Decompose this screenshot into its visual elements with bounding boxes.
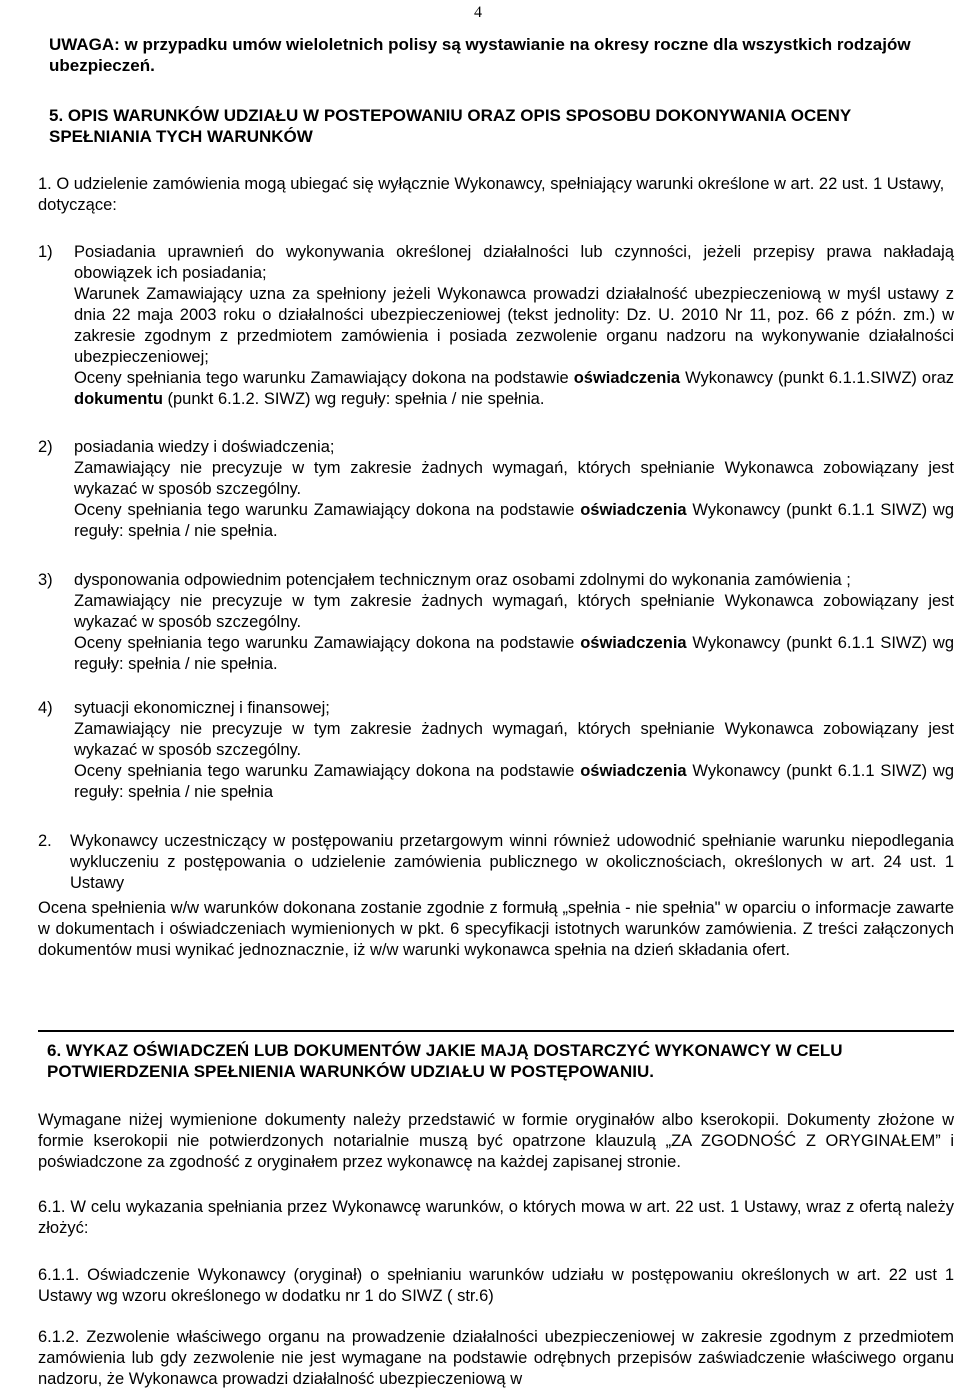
item-requirement: Zamawiający nie precyzuje w tym zakresie żadnych wymagań, których spełnianie Wykonawca zobowiązany jest wykazać w sposób szczególny. bbox=[74, 720, 954, 759]
point-1-paragraph: 1. O udzielenie zamówienia mogą ubiegać się wyłącznie Wykonawcy, spełniający warunki określone w art. 22 ust. 1 Ustawy, dotyczące: bbox=[38, 175, 945, 214]
point-2-paragraph bbox=[38, 831, 954, 894]
section-5-heading: 5. OPIS WARUNKÓW UDZIAŁU W POSTEPOWANIU ORAZ OPIS SPOSOBU DOKONYWANIA OCENY SPEŁNIANIA TYCH WARUNKÓW bbox=[49, 106, 851, 146]
required-documents-paragraph: Wymagane niżej wymienione dokumenty należy przedstawić w formie oryginałów albo kserokopii. Dokumenty złożone w formie kserokopii nie potwierdzonych notarialnie muszą być opatrzone klauzulą „ZA ZGODNOŚĆ Z ORYGINAŁEM” i poświadczone za zgodność z oryginałem przez wykonawcę na każdej zapisanej stronie. bbox=[38, 1111, 954, 1171]
notice-paragraph: UWAGA: w przypadku umów wieloletnich polisy są wystawianie na okresy roczne dla wszystkich rodzajów ubezpieczeń. bbox=[49, 35, 911, 75]
page-number: 4 bbox=[474, 4, 482, 21]
item-assessment: Oceny spełniania tego warunku Zamawiający dokona na podstawie oświadczenia Wykonawcy (punkt 6.1.1.SIWZ) oraz dokumentu (punkt 6.1.2. SIWZ) wg reguły: spełnia / nie spełnia. bbox=[74, 369, 955, 408]
list-item bbox=[38, 437, 954, 542]
item-condition: posiadania wiedzy i doświadczenia; bbox=[74, 438, 335, 456]
point-2-text: Wykonawcy uczestniczący w postępowaniu przetargowym winni również udowodnić spełnianie warunku niepodlegania wykluczeniu z postępowania o udzielenie zamówienia publicznego w okolicznościach, określonych w art. 24 ust. 1 Ustawy bbox=[70, 832, 954, 892]
section-6-1-text: 6.1. W celu wykazania spełniania przez Wykonawcę warunków, o których mowa w art. 22 ust. 1 Ustawy, wraz z ofertą należy złożyć: bbox=[38, 1198, 954, 1237]
item-condition: sytuacji ekonomicznej i finansowej; bbox=[74, 699, 330, 717]
item-requirement: Warunek Zamawiający uzna za spełniony jeżeli Wykonawca prowadzi działalność ubezpieczeniową w myśl ustawy z dnia 22 maja 2003 roku o działalności ubezpieczeniowej (tekst jednolity: Dz. U. 2010 Nr 11, poz. 66 z późn. zm.) w zakresie zgodnym z przedmiotem zamówienia i posiada zezwolenie organu nadzoru na wykonywanie działalności ubezpieczeniowej; bbox=[74, 285, 954, 366]
section-6-1-paragraph bbox=[38, 1197, 954, 1239]
list-item-number: 3) bbox=[38, 571, 53, 589]
list-item-number: 1) bbox=[38, 243, 53, 261]
list-item-number: 4) bbox=[38, 699, 53, 717]
point-2-number: 2. bbox=[38, 832, 52, 850]
item-assessment: Oceny spełniania tego warunku Zamawiający dokona na podstawie oświadczenia Wykonawcy (punkt 6.1.1 SIWZ) wg reguły: spełnia / nie spełnia. bbox=[74, 634, 954, 673]
item-condition: Posiadania uprawnień do wykonywania określonej działalności lub czynności, jeżeli przepisy prawa nakładają obowiązek ich posiadania; bbox=[74, 243, 954, 282]
item-requirement: Zamawiający nie precyzuje w tym zakresie żadnych wymagań, których spełnianie Wykonawca zobowiązany jest wykazać w sposób szczególny. bbox=[74, 459, 954, 498]
list-item-number: 2) bbox=[38, 438, 53, 456]
list-item bbox=[38, 698, 954, 803]
item-assessment: Oceny spełniania tego warunku Zamawiający dokona na podstawie oświadczenia Wykonawcy (punkt 6.1.1 SIWZ) wg reguły: spełnia / nie spełnia bbox=[74, 762, 954, 801]
section-6-1-1-paragraph: 6.1.1. Oświadczenie Wykonawcy (oryginał) o spełnianiu warunków udziału w postępowaniu określonych w art. 22 ust 1 Ustawy wg wzoru określonego w dodatku nr 1 do SIWZ ( str.6) bbox=[38, 1266, 954, 1305]
item-requirement: Zamawiający nie precyzuje w tym zakresie żadnych wymagań, których spełnianie Wykonawca zobowiązany jest wykazać w sposób szczególny. bbox=[74, 592, 954, 631]
assessment-paragraph: Ocena spełnienia w/w warunków dokonana zostanie zgodnie z formułą „spełnia - nie spełnia" w oparciu o informacje zawarte w dokumentach i oświadczeniach wymienionych w pkt. 6 specyfikacji istotnych warunków zamówienia. Z treści załączonych dokumentów musi wynikać jednoznacznie, iż w/w warunki wykonawca spełnia na dzień składania ofert. bbox=[38, 899, 954, 959]
horizontal-divider bbox=[38, 1030, 954, 1032]
section-6-heading: 6. WYKAZ OŚWIADCZEŃ LUB DOKUMENTÓW JAKIE MAJĄ DOSTARCZYĆ WYKONAWCY W CELU POTWIERDZENIA SPEŁNIENIA WARUNKÓW UDZIAŁU W POSTĘPOWANIU. bbox=[47, 1041, 843, 1081]
list-item bbox=[38, 570, 954, 675]
list-item bbox=[38, 242, 954, 410]
item-assessment: Oceny spełniania tego warunku Zamawiający dokona na podstawie oświadczenia Wykonawcy (punkt 6.1.1 SIWZ) wg reguły: spełnia / nie spełnia. bbox=[74, 501, 954, 540]
item-condition: dysponowania odpowiednim potencjałem technicznym oraz osobami zdolnymi do wykonania zamówienia ; bbox=[74, 571, 851, 589]
section-6-1-2-paragraph: 6.1.2. Zezwolenie właściwego organu na prowadzenie działalności ubezpieczeniowej w zakresie zgodnym z przedmiotem zamówienia lub gdy zezwolenie nie jest wymagane na podstawie odrębnych przepisów zaświadczenie właściwego organu nadzoru, że Wykonawca prowadzi działalność ubezpieczeniową w bbox=[38, 1328, 954, 1388]
